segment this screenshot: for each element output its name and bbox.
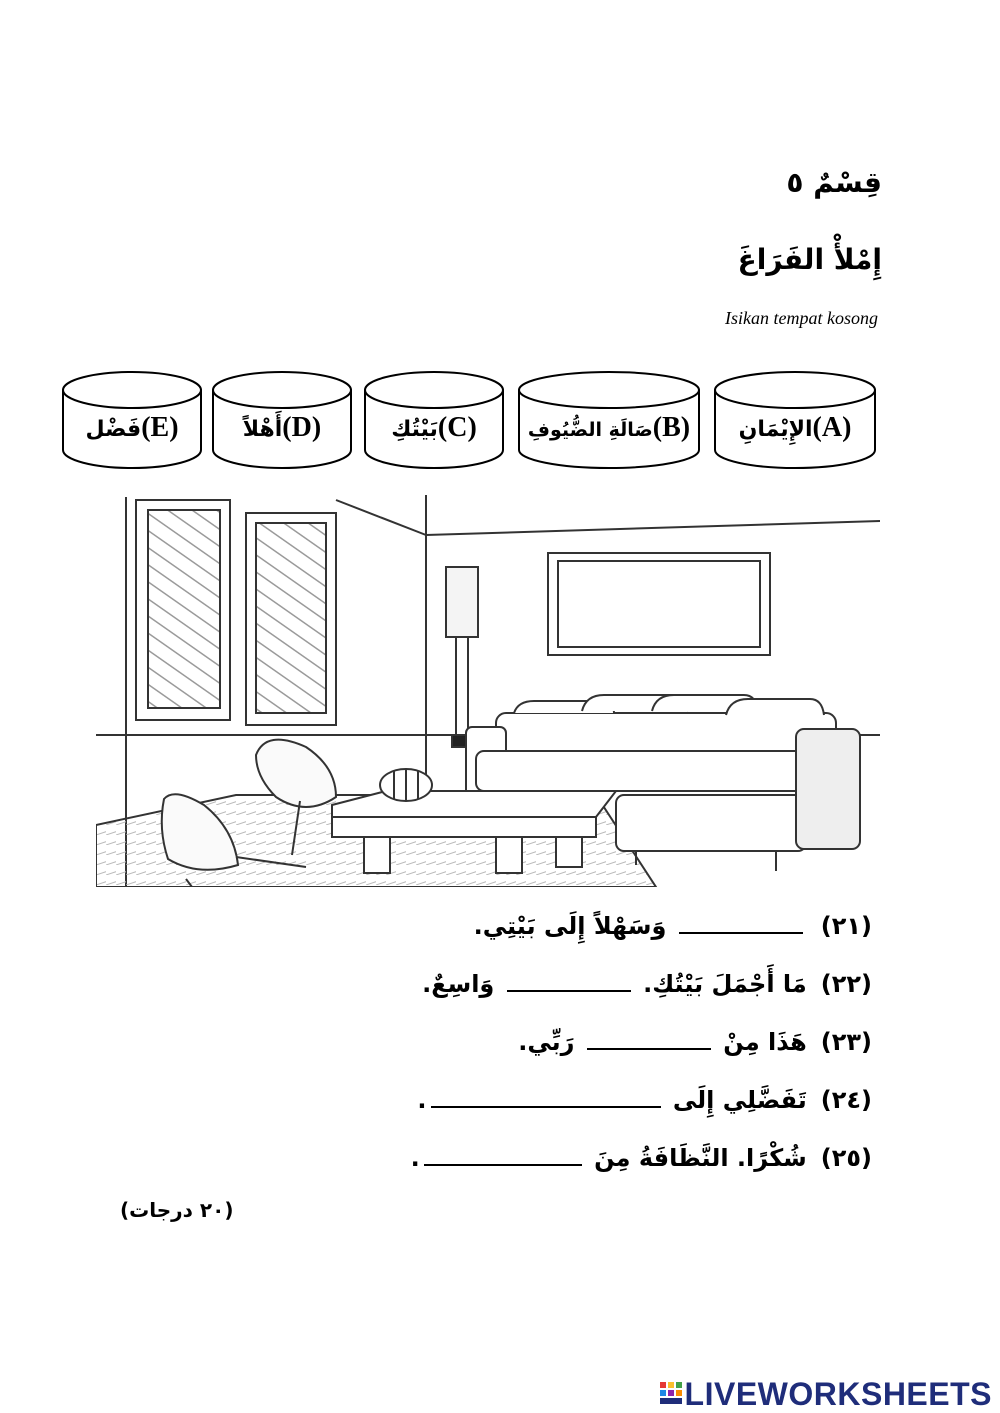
question-23-before: هَذَا مِنْ <box>723 1028 807 1056</box>
option-a-letter: (A) <box>812 412 852 443</box>
instruction-arabic: إِمْلأْ الفَرَاغَ <box>737 243 882 276</box>
option-b-word: صَالَةِ الضُّيُوفِ <box>527 419 653 441</box>
option-a-word: الإِيْمَانِ <box>738 417 813 442</box>
question-25-after: . <box>410 1144 420 1172</box>
option-c <box>362 368 506 472</box>
question-22-before: مَا أَجْمَلَ بَيْتُكِ. <box>643 970 807 998</box>
question-22-blank[interactable] <box>507 989 631 992</box>
marks-label: (٢٠ درجات) <box>120 1198 234 1222</box>
question-24 <box>417 1086 872 1114</box>
question-22 <box>422 970 872 998</box>
option-c-word: بَيْتُكِ <box>391 417 438 442</box>
option-e <box>60 368 204 472</box>
option-d-word: أَهْلاً <box>242 417 283 442</box>
option-d-letter: (D) <box>282 412 322 443</box>
question-24-blank[interactable] <box>431 1105 661 1108</box>
question-25-before: شُكْرًا. النَّظَافَةُ مِنَ <box>594 1144 807 1172</box>
question-21 <box>474 912 872 940</box>
question-23 <box>518 1028 872 1056</box>
option-a <box>712 368 878 472</box>
question-24-after: . <box>417 1086 427 1114</box>
question-23-after: رَبِّي. <box>518 1028 575 1056</box>
question-25-number: (٢٥) <box>820 1144 872 1172</box>
option-e-letter: (E) <box>141 412 179 443</box>
question-22-number: (٢٢) <box>820 970 872 998</box>
option-d <box>210 368 354 472</box>
question-21-blank[interactable] <box>679 931 803 934</box>
option-b-letter: (B) <box>652 412 691 443</box>
option-e-word: فَضْل <box>85 417 142 442</box>
instruction-malay: Isikan tempat kosong <box>725 308 878 328</box>
question-23-number: (٢٣) <box>820 1028 872 1056</box>
question-21-number: (٢١) <box>820 912 872 940</box>
question-24-before: تَفَضَّلِي إِلَى <box>672 1086 807 1114</box>
living-room-illustration <box>96 495 880 887</box>
question-25 <box>411 1144 872 1172</box>
liveworksheets-icon <box>659 1380 683 1410</box>
question-22-after: وَاسِعٌ. <box>422 970 495 998</box>
option-c-letter: (C) <box>437 412 477 443</box>
question-25-blank[interactable] <box>424 1163 582 1166</box>
question-24-number: (٢٤) <box>820 1086 872 1114</box>
question-21-after: وَسَهْلاً إِلَى بَيْتِي. <box>473 912 667 940</box>
section-title: قِسْمٌ ٥ <box>786 166 882 199</box>
question-23-blank[interactable] <box>587 1047 711 1050</box>
footer-logo[interactable] <box>659 1376 992 1413</box>
option-b <box>516 368 702 472</box>
footer-brand: LIVEWORKSHEETS <box>684 1376 992 1412</box>
